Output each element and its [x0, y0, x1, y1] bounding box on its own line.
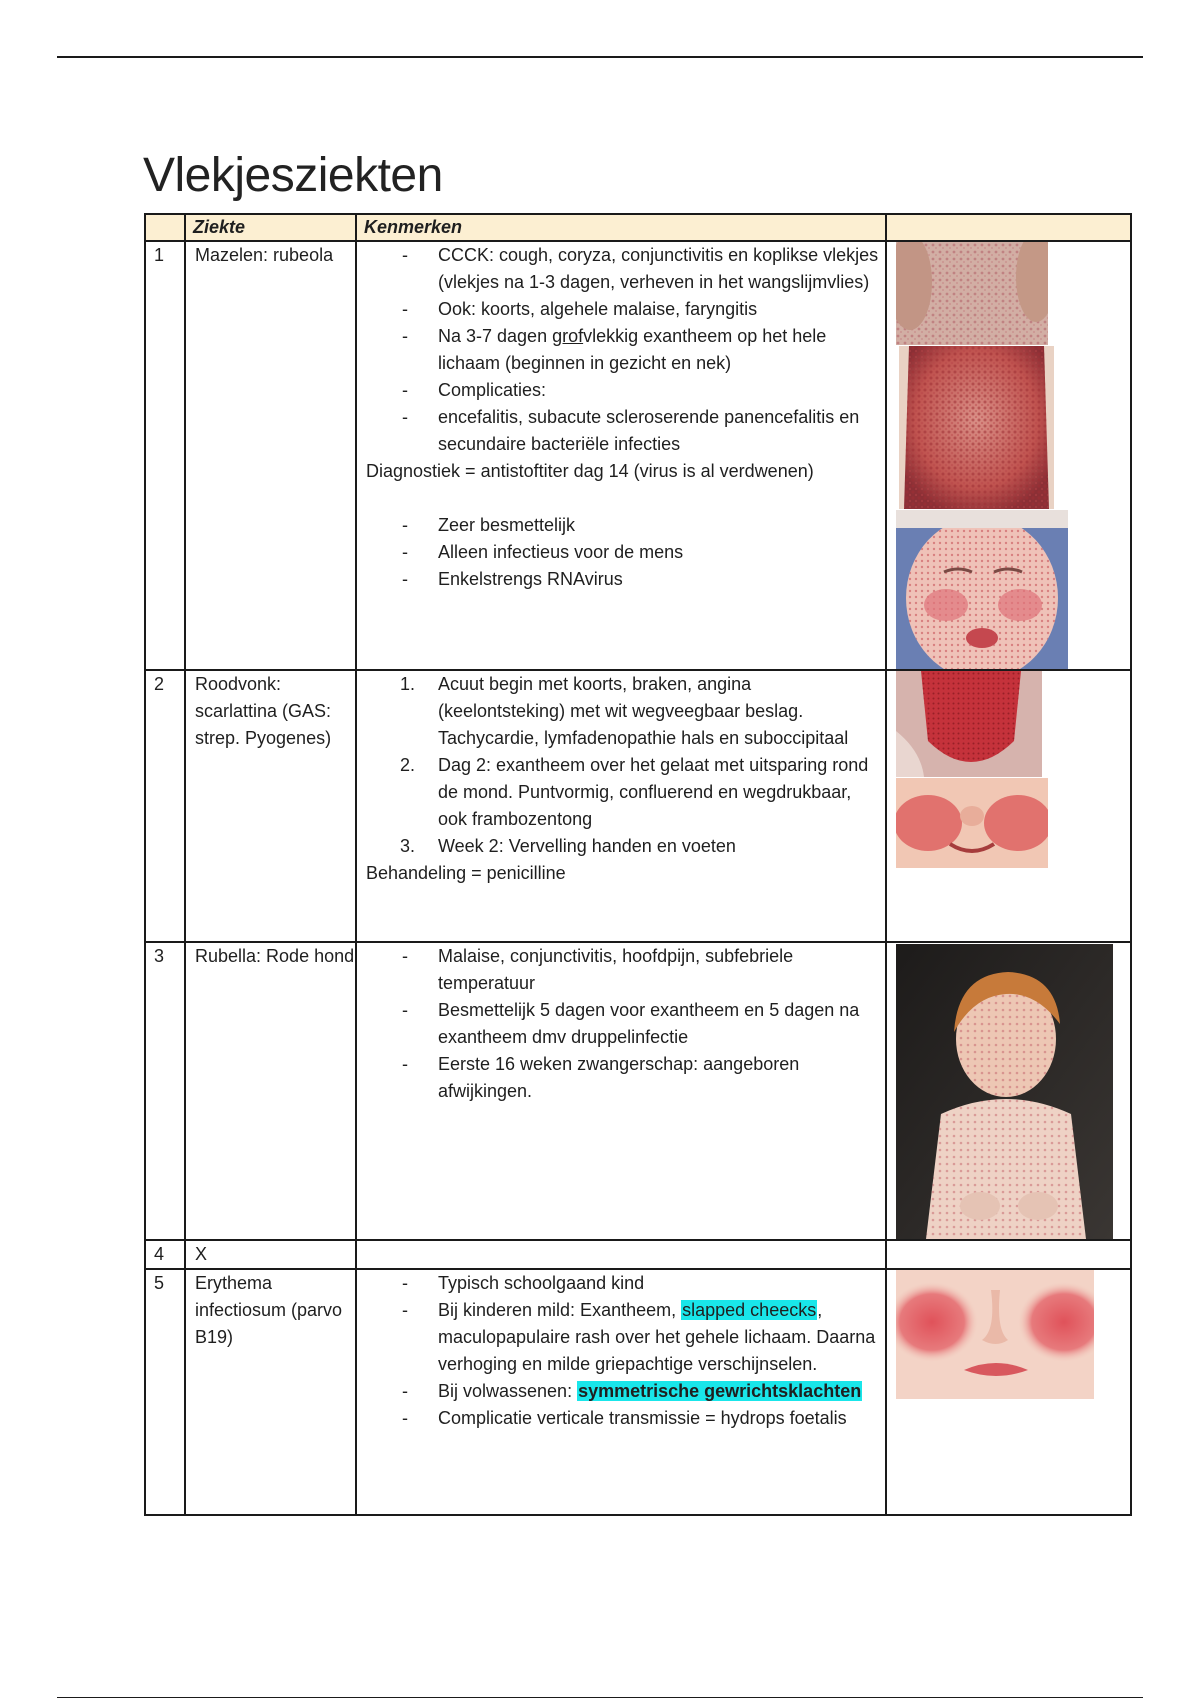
disease-table	[144, 213, 1132, 1516]
table-row	[145, 241, 1131, 670]
text-run: Na 3-7 dagen	[438, 326, 553, 346]
slapped-cheek-face-photo	[896, 1270, 1094, 1399]
list-item	[366, 1297, 879, 1378]
measles-child-face-photo	[896, 510, 1068, 669]
item-number: 1.	[400, 674, 416, 694]
list-item: - Besmettelijk 5 dagen voor exantheem en 5 dagen na exantheem dmv druppelinfectie	[366, 997, 879, 1051]
text-run: Bij volwassenen:	[438, 1381, 578, 1401]
list-item	[366, 671, 879, 752]
list-item: - Complicaties:	[366, 377, 879, 404]
list-item: - Complicatie verticale transmissie = hydrops foetalis	[366, 1405, 879, 1432]
disease-name: X	[185, 1240, 356, 1269]
disease-images	[886, 942, 1131, 1240]
bottom-rule	[57, 1697, 1143, 1698]
behandeling-line: Behandeling = penicilline	[366, 863, 566, 883]
list-item: - Typisch schoolgaand kind	[366, 1270, 879, 1297]
disease-features	[356, 942, 886, 1240]
list-item	[366, 752, 879, 833]
list-item	[366, 833, 879, 860]
item-text: Acuut begin met koorts, braken, angina (keelontsteking) met wit wegveegbaar beslag. Tachycardie, lymfadenopathie hals en suboccipitaal	[438, 674, 849, 748]
item-text: Dag 2: exantheem over het gelaat met uitsparing rond de mond. Puntvormig, confluerend en wegdrukbaar, ook frambozentong	[438, 755, 869, 829]
measles-back-rash-photo	[899, 346, 1054, 509]
header-image	[886, 214, 1131, 241]
row-number: 2	[145, 670, 185, 942]
text-run: vlekkig exantheem op het hele lichaam (beginnen in gezicht en nek)	[438, 326, 827, 373]
underlined-word: grof	[552, 326, 584, 346]
list-item: - Zeer besmettelijk	[366, 512, 879, 539]
empty-cell	[356, 1240, 886, 1269]
item-text: Week 2: Vervelling handen en voeten	[438, 836, 736, 856]
row-number: 5	[145, 1269, 185, 1515]
list-item: - Ook: koorts, algehele malaise, faryngitis	[366, 296, 879, 323]
measles-arm-rash-photo	[896, 242, 1048, 345]
disease-images	[886, 670, 1131, 942]
header-ziekte: Ziekte	[185, 214, 356, 241]
highlighted-text: slapped cheecks	[682, 1300, 817, 1320]
row-number: 4	[145, 1240, 185, 1269]
empty-cell	[886, 1240, 1131, 1269]
list-item	[366, 323, 879, 377]
disease-images	[886, 241, 1131, 670]
item-number: 3.	[400, 836, 416, 856]
list-item: - encefalitis, subacute scleroserende panencefalitis en secundaire bacteriële infecties	[366, 404, 879, 458]
disease-name: Erythema infectiosum (parvo B19)	[185, 1269, 356, 1515]
list-item: - Alleen infectieus voor de mens	[366, 539, 879, 566]
disease-images	[886, 1269, 1131, 1515]
table-row	[145, 1269, 1131, 1515]
table-row	[145, 1240, 1131, 1269]
header-kenmerken: Kenmerken	[356, 214, 886, 241]
disease-name: Mazelen: rubeola	[185, 241, 356, 670]
text-run: Bij kinderen mild: Exantheem,	[438, 1300, 682, 1320]
top-rule	[57, 56, 1143, 58]
table-row	[145, 670, 1131, 942]
strawberry-tongue-photo	[896, 671, 1042, 777]
text-run: , maculopapulaire rash over het gehele lichaam. Daarna verhoging en milde griepachtige verschijnselen.	[438, 1300, 876, 1374]
disease-features	[356, 670, 886, 942]
diagnostiek-line: Diagnostiek = antistoftiter dag 14 (virus is al verdwenen)	[366, 461, 814, 481]
row-number: 3	[145, 942, 185, 1240]
list-item	[366, 1378, 879, 1405]
list-item: - Enkelstrengs RNAvirus	[366, 566, 879, 593]
rubella-child-photo	[896, 944, 1113, 1239]
disease-features	[356, 241, 886, 670]
highlighted-bold-text: symmetrische gewrichtsklachten	[578, 1381, 862, 1401]
header-num	[145, 214, 185, 241]
table-header-row	[145, 214, 1131, 241]
table-row	[145, 942, 1131, 1240]
row-number: 1	[145, 241, 185, 670]
list-item: - Malaise, conjunctivitis, hoofdpijn, subfebriele temperatuur	[366, 943, 879, 997]
disease-name: Rubella: Rode hond	[185, 942, 356, 1240]
list-item: - Eerste 16 weken zwangerschap: aangeboren afwijkingen.	[366, 1051, 879, 1105]
scarlet-fever-face-photo	[896, 778, 1048, 868]
item-number: 2.	[400, 755, 416, 775]
disease-name: Roodvonk: scarlattina (GAS: strep. Pyogenes)	[185, 670, 356, 942]
page-title: Vlekjesziekten	[143, 149, 443, 202]
disease-features	[356, 1269, 886, 1515]
list-item: - CCCK: cough, coryza, conjunctivitis en koplikse vlekjes (vlekjes na 1-3 dagen, verheven in het wangslijmvlies)	[366, 242, 879, 296]
